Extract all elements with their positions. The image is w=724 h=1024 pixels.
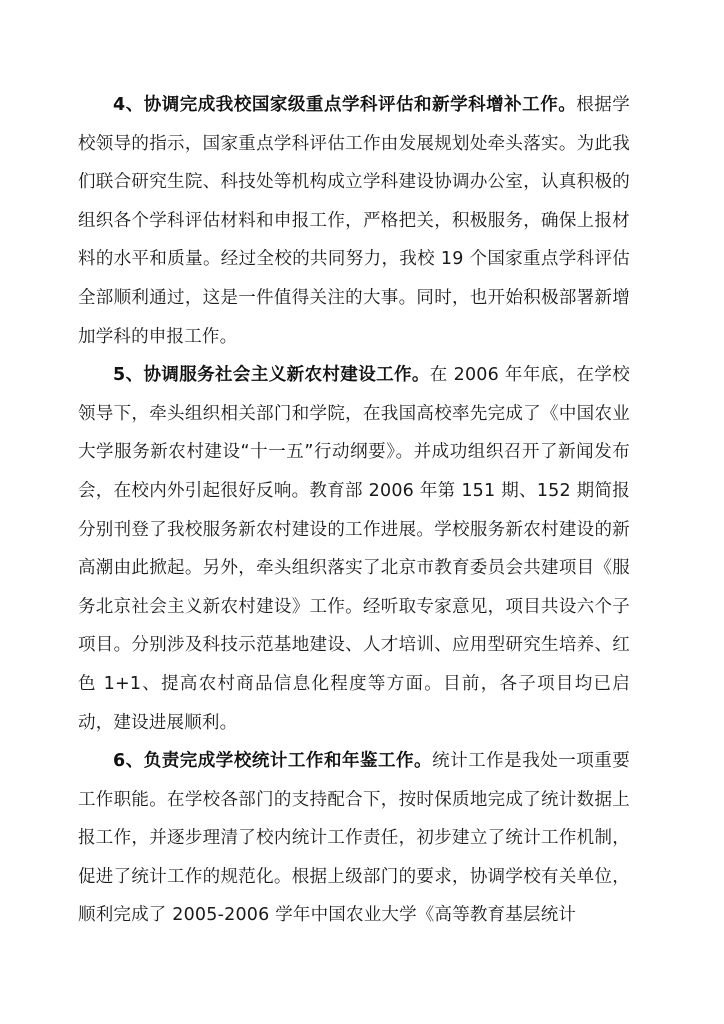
- paragraph-body: 在 2006 年年底，在学校领导下，牵头组织相关部门和学院，在我国高校率先完成了《中国农业大学服务新农村建设“十一五”行动纲要》。并成功组织召开了新闻发布会，在校内外引起很好反响。教育部 2006 年第 151 期、152 期简报分别刊登了我校服务新农村建设的工作进展。学校服务新农村建设的新高潮由此掀起。另外，牵头组织落实了北京市教育委员会共建项目《服务北京社会主义新农村建设》工作。经听取专家意见，项目共设六个子项目。分别涉及科技示范基地建设、人才培训、应用型研究生培养、红色 1+1、提高农村商品信息化程度等方面。目前，各子项目均已启动，建设进展顺利。: [78, 365, 630, 733]
- paragraph-heading: 5、协调服务社会主义新农村建设工作。: [113, 365, 430, 386]
- paragraph-item-6: [78, 742, 630, 935]
- paragraph-heading: 6、负责完成学校统计工作和年鉴工作。: [113, 751, 433, 772]
- paragraph-body: 统计工作是我处一项重要工作职能。在学校各部门的支持配合下，按时保质地完成了统计数据上报工作，并逐步理清了校内统计工作责任，初步建立了统计工作机制，促进了统计工作的规范化。根据上级部门的要求，协调学校有关单位，顺利完成了 2005-2006 学年中国农业大学《高等教育基层统计: [78, 751, 630, 926]
- paragraph-item-4: [78, 86, 630, 356]
- paragraph-body: 根据学校领导的指示，国家重点学科评估工作由发展规划处牵头落实。为此我们联合研究生院、科技处等机构成立学科建设协调办公室，认真积极的组织各个学科评估材料和申报工作，严格把关，积极服务，确保上报材料的水平和质量。经过全校的共同努力，我校 19 个国家重点学科评估全部顺利通过，这是一件值得关注的大事。同时，也开始积极部署新增加学科的申报工作。: [78, 95, 630, 347]
- paragraph-heading: 4、协调完成我校国家级重点学科评估和新学科增补工作。: [113, 95, 577, 115]
- document-page: [78, 86, 630, 935]
- paragraph-item-5: [78, 356, 630, 742]
